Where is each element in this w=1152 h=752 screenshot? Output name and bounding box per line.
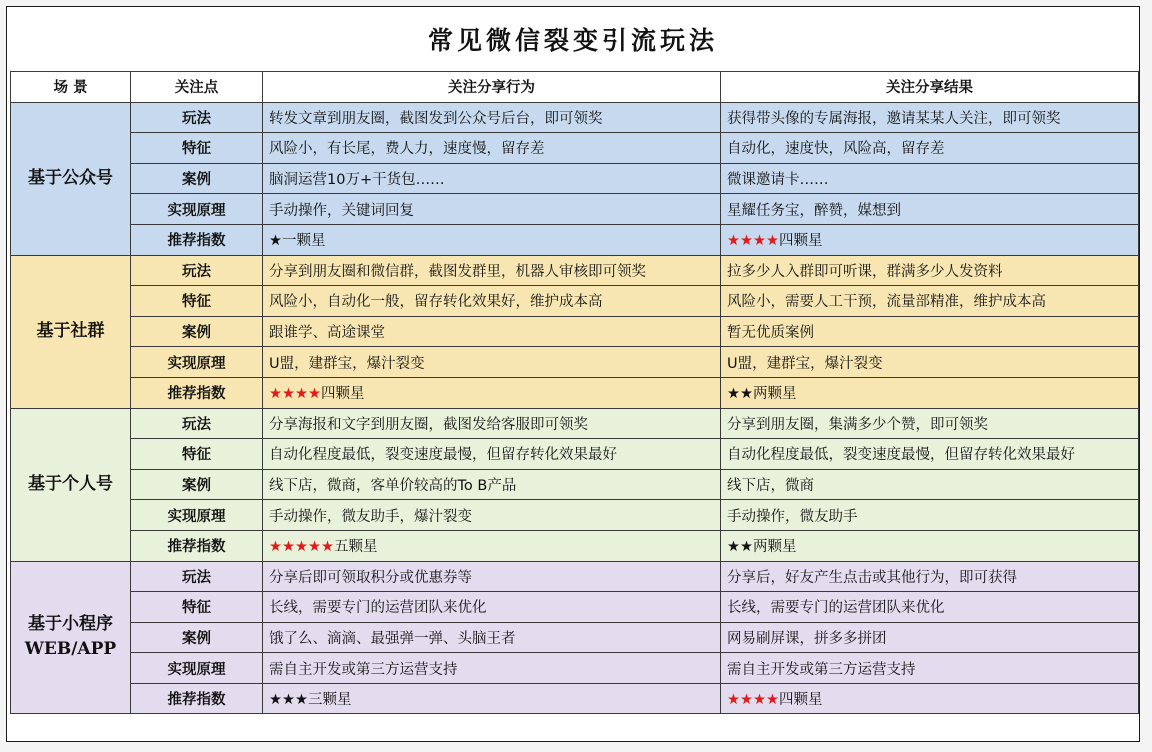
behavior-cell xyxy=(263,653,721,684)
behavior-cell xyxy=(263,316,721,347)
behavior-cell xyxy=(263,530,721,561)
result-cell xyxy=(721,347,1139,378)
scene-cell xyxy=(11,561,131,714)
table-row xyxy=(11,653,1139,684)
behavior-text: 脑洞运营10万+干货包…… xyxy=(269,172,445,189)
focus-cell: 特征 xyxy=(131,133,263,164)
behavior-text: U盟，建群宝，爆汁裂变 xyxy=(269,355,425,372)
table-row xyxy=(11,622,1139,653)
header-scene: 场 景 xyxy=(11,72,131,103)
result-text: 分享到朋友圈，集满多少个赞，即可领奖 xyxy=(727,416,988,433)
behavior-cell xyxy=(263,592,721,623)
table-row xyxy=(11,102,1139,133)
focus-cell: 玩法 xyxy=(131,561,263,592)
rating-stars-icon: ★★★★ xyxy=(269,386,321,403)
result-cell xyxy=(721,500,1139,531)
behavior-cell xyxy=(263,500,721,531)
focus-cell: 特征 xyxy=(131,592,263,623)
behavior-cell xyxy=(263,561,721,592)
focus-cell: 玩法 xyxy=(131,255,263,286)
behavior-text: 自动化程度最低，裂变速度最慢，但留存转化效果最好 xyxy=(269,447,617,464)
focus-cell: 实现原理 xyxy=(131,194,263,225)
result-cell xyxy=(721,286,1139,317)
table-row xyxy=(11,316,1139,347)
behavior-cell xyxy=(263,224,721,255)
result-cell xyxy=(721,133,1139,164)
page-title: 常见微信裂变引流玩法 xyxy=(427,26,718,55)
result-text: 网易刷屏课，拼多多拼团 xyxy=(727,630,887,647)
behavior-cell xyxy=(263,377,721,408)
header-focus: 关注点 xyxy=(131,72,263,103)
table-row xyxy=(11,377,1139,408)
scene-cell xyxy=(11,255,131,408)
table-row xyxy=(11,194,1139,225)
behavior-cell xyxy=(263,102,721,133)
strategy-table xyxy=(10,71,1139,714)
behavior-text: 手动操作，微友助手，爆汁裂变 xyxy=(269,508,472,525)
table-row xyxy=(11,163,1139,194)
focus-cell: 特征 xyxy=(131,439,263,470)
result-cell xyxy=(721,469,1139,500)
table-body xyxy=(11,102,1139,714)
behavior-cell xyxy=(263,469,721,500)
behavior-text: 分享海报和文字到朋友圈，截图发给客服即可领奖 xyxy=(269,416,588,433)
scene-label: 基于公众号 xyxy=(28,168,113,189)
result-cell xyxy=(721,377,1139,408)
behavior-cell xyxy=(263,622,721,653)
result-cell xyxy=(721,224,1139,255)
table-row xyxy=(11,683,1139,714)
result-text: 暂无优质案例 xyxy=(727,325,814,342)
result-text: 两颗星 xyxy=(753,539,797,556)
result-text: 手动操作，微友助手 xyxy=(727,508,858,525)
header-behavior: 关注分享行为 xyxy=(263,72,721,103)
rating-stars-icon: ★★★ xyxy=(269,692,308,709)
behavior-text: 三颗星 xyxy=(308,692,352,709)
result-cell xyxy=(721,530,1139,561)
document-sheet xyxy=(6,6,1140,742)
result-text: 需自主开发或第三方运营支持 xyxy=(727,661,916,678)
behavior-text: 长线，需要专门的运营团队来优化 xyxy=(269,600,487,617)
rating-stars-icon: ★★★★★ xyxy=(269,539,334,556)
behavior-cell xyxy=(263,347,721,378)
focus-cell: 案例 xyxy=(131,163,263,194)
behavior-text: 风险小，自动化一般，留存转化效果好，维护成本高 xyxy=(269,294,603,311)
focus-cell: 推荐指数 xyxy=(131,683,263,714)
behavior-text: 线下店，微商，客单价较高的To B产品 xyxy=(269,478,517,495)
behavior-cell xyxy=(263,163,721,194)
result-text: 获得带头像的专属海报，邀请某某人关注，即可领奖 xyxy=(727,110,1061,127)
result-text: 自动化程度最低，裂变速度最慢，但留存转化效果最好 xyxy=(727,447,1075,464)
result-text: 星耀任务宝，醉赞，媒想到 xyxy=(727,202,901,219)
result-cell xyxy=(721,194,1139,225)
behavior-cell xyxy=(263,439,721,470)
focus-cell: 案例 xyxy=(131,316,263,347)
rating-stars-icon: ★ xyxy=(269,233,282,250)
result-text: 四颗星 xyxy=(779,233,823,250)
behavior-cell xyxy=(263,133,721,164)
scene-label-line2: WEB/APP xyxy=(24,639,117,660)
result-cell xyxy=(721,316,1139,347)
table-row xyxy=(11,224,1139,255)
scene-cell xyxy=(11,102,131,255)
scene-label: 基于社群 xyxy=(36,321,105,342)
rating-stars-icon: ★★★★ xyxy=(727,692,779,709)
focus-cell: 推荐指数 xyxy=(131,530,263,561)
result-text: 两颗星 xyxy=(753,386,797,403)
rating-stars-icon: ★★★★ xyxy=(727,233,779,250)
table-row xyxy=(11,592,1139,623)
behavior-text: 分享到朋友圈和微信群，截图发群里，机器人审核即可领奖 xyxy=(269,263,646,280)
behavior-text: 饿了么、滴滴、最强弹一弹、头脑王者 xyxy=(269,630,516,647)
behavior-text: 风险小，有长尾，费人力，速度慢，留存差 xyxy=(269,141,545,158)
behavior-text: 转发文章到朋友圈，截图发到公众号后台，即可领奖 xyxy=(269,110,603,127)
result-text: 四颗星 xyxy=(779,692,823,709)
result-text: 拉多少人入群即可听课，群满多少人发资料 xyxy=(727,263,1003,280)
result-text: U盟，建群宝，爆汁裂变 xyxy=(727,355,883,372)
focus-cell: 推荐指数 xyxy=(131,377,263,408)
result-cell xyxy=(721,102,1139,133)
focus-cell: 玩法 xyxy=(131,102,263,133)
result-cell xyxy=(721,439,1139,470)
behavior-cell xyxy=(263,286,721,317)
result-text: 长线，需要专门的运营团队来优化 xyxy=(727,600,945,617)
result-cell xyxy=(721,163,1139,194)
focus-cell: 玩法 xyxy=(131,408,263,439)
focus-cell: 特征 xyxy=(131,286,263,317)
rating-stars-icon: ★★ xyxy=(727,539,753,556)
table-row xyxy=(11,408,1139,439)
table-row xyxy=(11,500,1139,531)
behavior-cell xyxy=(263,408,721,439)
focus-cell: 案例 xyxy=(131,469,263,500)
result-text: 线下店，微商 xyxy=(727,478,814,495)
table-row xyxy=(11,347,1139,378)
behavior-cell xyxy=(263,683,721,714)
table-row xyxy=(11,133,1139,164)
focus-cell: 推荐指数 xyxy=(131,224,263,255)
scene-label: 基于个人号 xyxy=(28,474,113,495)
behavior-text: 五颗星 xyxy=(334,539,378,556)
rating-stars-icon: ★★ xyxy=(727,386,753,403)
result-text: 分享后，好友产生点击或其他行为，即可获得 xyxy=(727,569,1017,586)
behavior-text: 一颗星 xyxy=(282,233,326,250)
table-header-row xyxy=(11,72,1139,103)
focus-cell: 实现原理 xyxy=(131,500,263,531)
table-row xyxy=(11,255,1139,286)
result-cell xyxy=(721,408,1139,439)
result-cell xyxy=(721,622,1139,653)
behavior-cell xyxy=(263,255,721,286)
table-row xyxy=(11,530,1139,561)
focus-cell: 实现原理 xyxy=(131,347,263,378)
focus-cell: 案例 xyxy=(131,622,263,653)
behavior-text: 手动操作，关键词回复 xyxy=(269,202,414,219)
scene-cell xyxy=(11,408,131,561)
table-row xyxy=(11,439,1139,470)
behavior-text: 需自主开发或第三方运营支持 xyxy=(269,661,458,678)
table-row xyxy=(11,561,1139,592)
result-cell xyxy=(721,561,1139,592)
behavior-text: 分享后即可领取积分或优惠券等 xyxy=(269,569,472,586)
result-cell xyxy=(721,683,1139,714)
result-text: 风险小，需要人工干预，流量部精准，维护成本高 xyxy=(727,294,1046,311)
scene-label: 基于小程序 xyxy=(28,614,113,635)
behavior-text: 跟谁学、高途课堂 xyxy=(269,325,385,342)
result-cell xyxy=(721,653,1139,684)
behavior-cell xyxy=(263,194,721,225)
result-cell xyxy=(721,255,1139,286)
result-text: 自动化，速度快，风险高，留存差 xyxy=(727,141,945,158)
focus-cell: 实现原理 xyxy=(131,653,263,684)
table-row xyxy=(11,286,1139,317)
result-cell xyxy=(721,592,1139,623)
behavior-text: 四颗星 xyxy=(321,386,365,403)
header-result: 关注分享结果 xyxy=(721,72,1139,103)
result-text: 微课邀请卡…… xyxy=(727,172,829,189)
table-row xyxy=(11,469,1139,500)
